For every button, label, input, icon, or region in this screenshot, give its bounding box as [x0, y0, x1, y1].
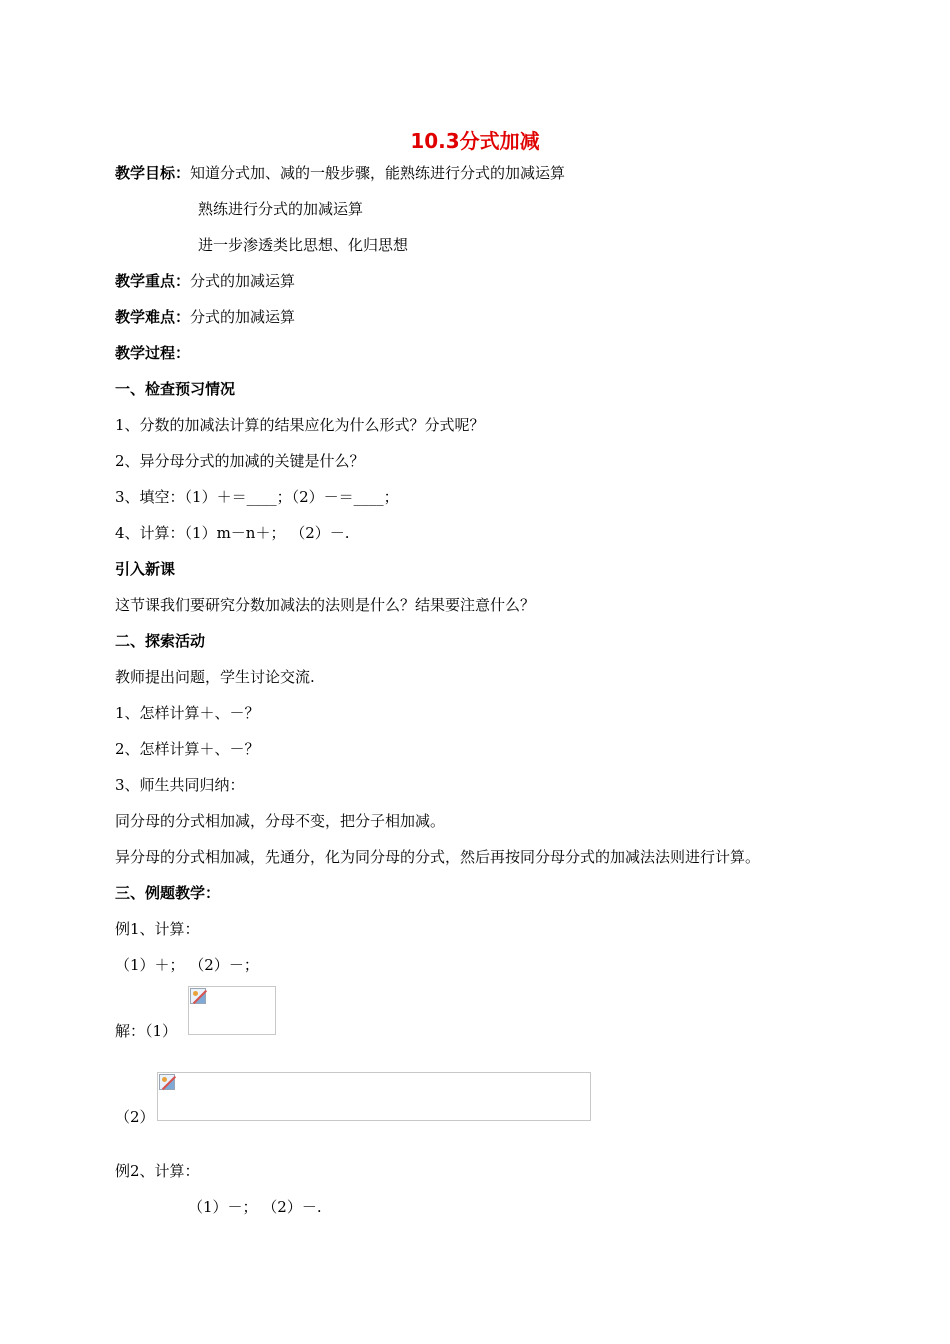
example2-label: 例2、计算：	[115, 1162, 200, 1180]
difficulty-text: 分式的加减运算	[190, 308, 296, 326]
key-point-label: 教学重点：	[115, 272, 191, 290]
new-lesson-text: 这节课我们要研究分数加减法的法则是什么？结果要注意什么？	[115, 596, 536, 614]
section2-item-1: 教师提出问题，学生讨论交流.	[115, 668, 315, 686]
example1-label: 例1、计算：	[115, 920, 200, 938]
broken-image-icon	[159, 1074, 175, 1090]
objective-line-1: 知道分式加、减的一般步骤，能熟练进行分式的加减运算	[190, 164, 566, 182]
objectives-label: 教学目标：	[115, 164, 191, 182]
difficulty-label: 教学难点：	[115, 308, 191, 326]
example1-parts: （1）＋； （2）－；	[115, 956, 259, 974]
process-label: 教学过程：	[115, 344, 191, 362]
section1-item-1: 1、分数的加减法计算的结果应化为什么形式？分式呢？	[115, 416, 485, 434]
section1-heading: 一、检查预习情况	[115, 380, 236, 398]
key-point-text: 分式的加减运算	[190, 272, 296, 290]
objectives-row	[115, 163, 565, 183]
section1-item-2: 2、异分母分式的加减的关键是什么？	[115, 452, 365, 470]
objective-line-3: 进一步渗透类比思想、化归思想	[198, 236, 409, 254]
section2-heading: 二、探索活动	[115, 632, 206, 650]
solution2-image	[157, 1072, 591, 1121]
solution1-label: 解：（1）	[115, 1022, 178, 1040]
solution1-image	[188, 986, 276, 1035]
section2-item-5: 同分母的分式相加减，分母不变，把分子相加减。	[115, 812, 446, 830]
section1-item-4: 4、计算：（1）m－n＋； （2）－.	[115, 524, 350, 542]
section2-item-6: 异分母的分式相加减，先通分，化为同分母的分式，然后再按同分母分式的加减法法则进行计算。	[115, 848, 761, 866]
example2-parts: （1）－； （2）－.	[188, 1198, 322, 1216]
solution2-label: （2）	[115, 1108, 155, 1126]
section2-item-3: 2、怎样计算＋、－？	[115, 740, 260, 758]
section2-item-4: 3、师生共同归纳：	[115, 776, 245, 794]
new-lesson-heading: 引入新课	[115, 560, 176, 578]
section2-item-2: 1、怎样计算＋、－？	[115, 704, 260, 722]
section1-item-3: 3、填空：（1）＋＝____；（2）－＝____；	[115, 488, 399, 506]
difficulty-row	[115, 307, 295, 327]
section3-heading: 三、例题教学：	[115, 884, 221, 902]
page-title: 10.3分式加减	[410, 129, 540, 153]
broken-image-icon	[190, 988, 206, 1004]
objective-line-2: 熟练进行分式的加减运算	[198, 200, 364, 218]
key-point-row	[115, 271, 295, 291]
